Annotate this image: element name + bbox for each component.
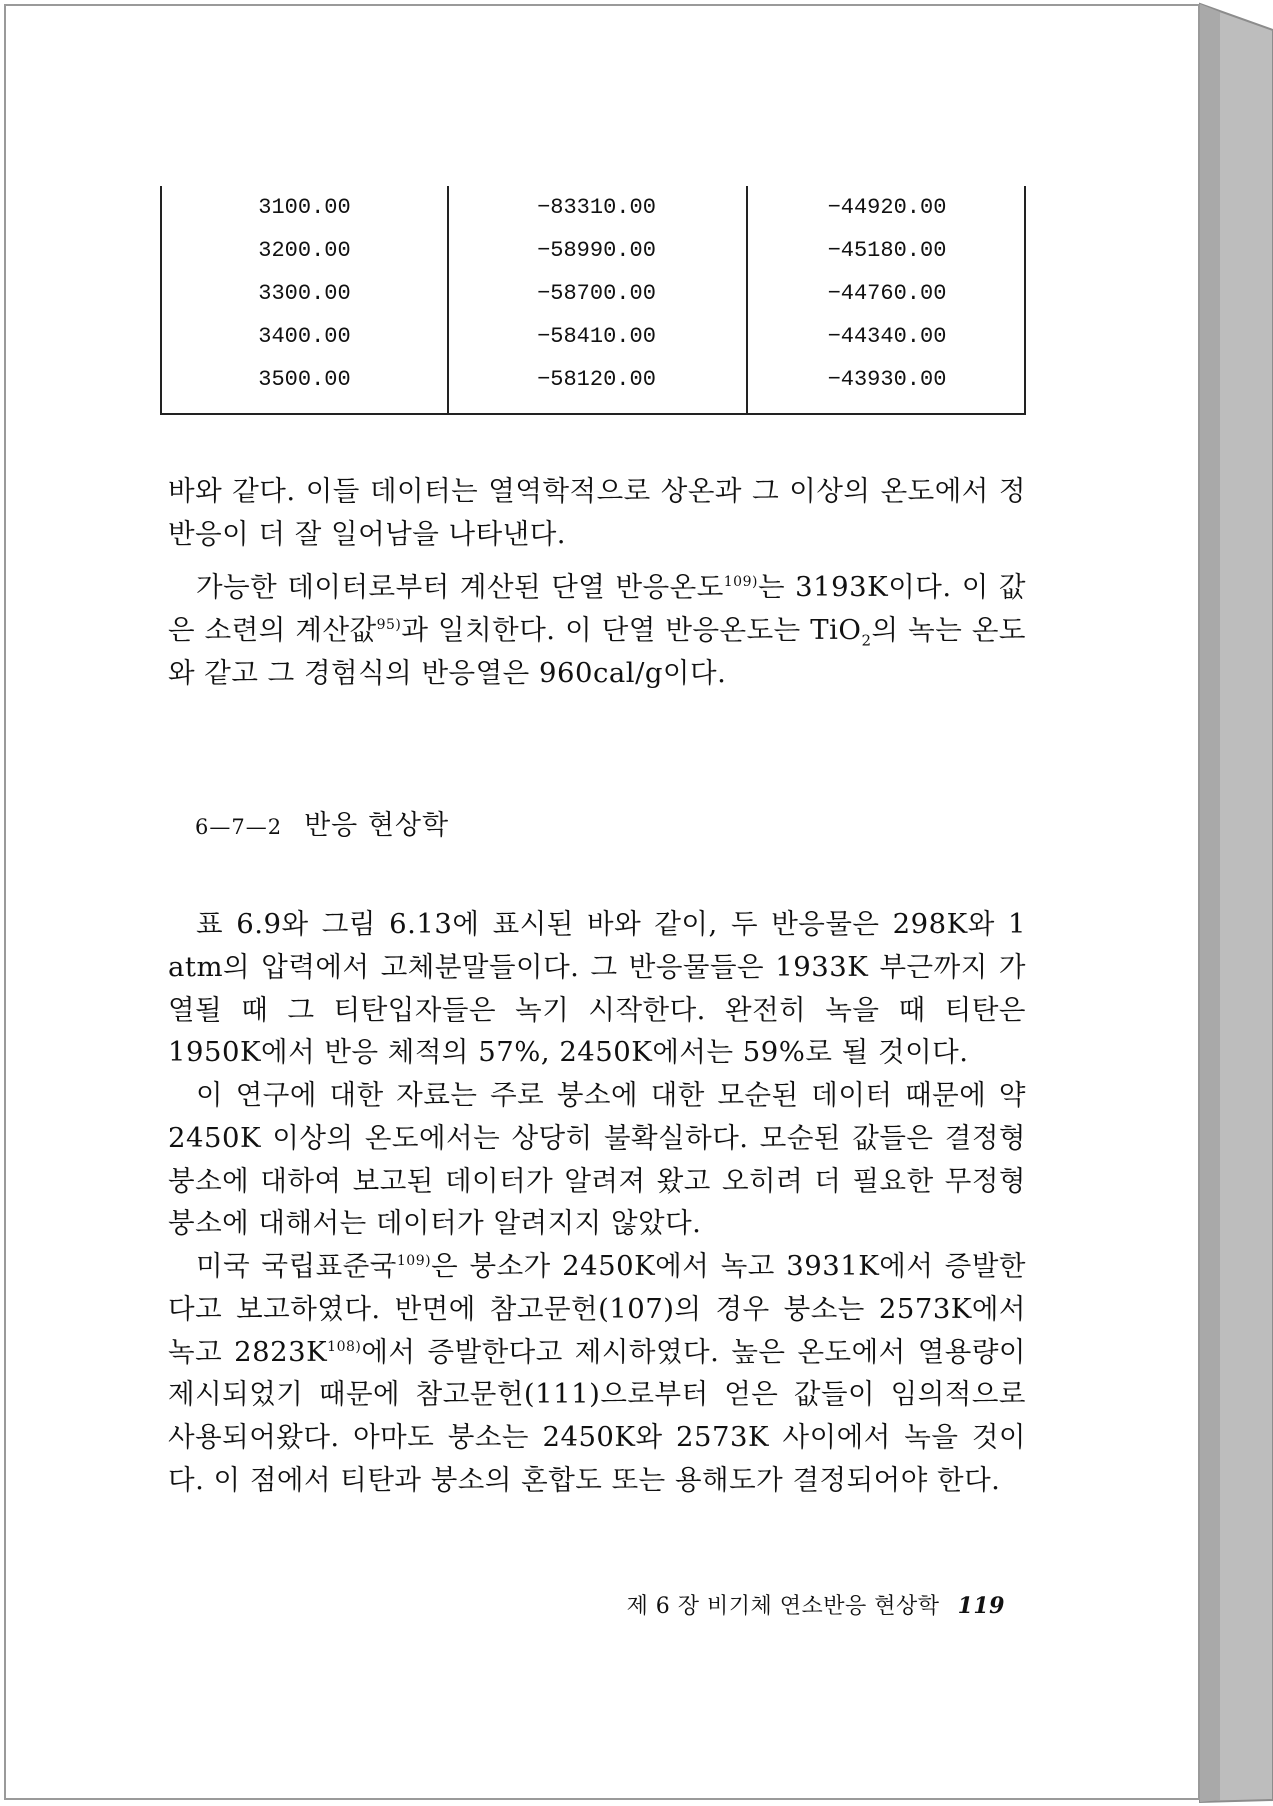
paragraph-text: 은 붕소가 2450K에서 녹고 3931K에서 증발한다고 보고하였다. 반면에 참고문헌(107)의 경우 붕소는 2573K에서 녹고 2823K [168, 1250, 1026, 1368]
table-row [162, 272, 1024, 315]
table-row [162, 229, 1024, 272]
table-cell-value: −44340.00 [827, 324, 947, 349]
table-cell-value: −44920.00 [827, 195, 947, 220]
table-cell-value: −58700.00 [537, 281, 656, 306]
page-number: 119 [957, 1593, 1005, 1619]
page-footer [627, 1590, 1005, 1623]
paragraph-text: 가능한 데이터로부터 계산된 단열 반응온도 [196, 571, 724, 603]
reference-marker: 109) [396, 1252, 432, 1269]
reference-marker: 95) [376, 616, 402, 633]
paragraph: 표 6.9와 그림 6.13에 표시된 바와 같이, 두 반응물은 298K와 1 atm의 압력에서 고체분말들이다. 그 반응물들은 1933K 부근까지 가열될 때 그 티탄입자들은 녹기 시작한다. 완전히 녹을 때 티탄은 1950K에서 반응 체적의 57%, 2450K에서는 59%로 될 것이다. [168, 908, 1026, 1069]
table-cell-temperature: 3400.00 [258, 324, 351, 349]
paragraph-text: 의 녹는 온도와 같고 그 경험식의 반응열은 960cal/g이다. [168, 613, 1026, 689]
table-row [162, 315, 1024, 358]
paragraph [168, 566, 1026, 694]
reference-marker: 109) [723, 573, 758, 590]
table-cell-temperature: 3200.00 [258, 238, 351, 263]
table-row [162, 358, 1024, 401]
table-cell-temperature: 3300.00 [258, 281, 351, 306]
data-table [160, 186, 1026, 415]
chapter-title: 제 6 장 비기체 연소반응 현상학 [626, 1594, 940, 1619]
section-title: 반응 현상학 [304, 810, 450, 841]
subscript: 2 [861, 631, 872, 650]
table-cell-value: −43930.00 [827, 367, 947, 392]
section-number: 6—7—2 [195, 815, 283, 839]
reference-marker: 108) [327, 1338, 362, 1355]
paragraph-text: 는 3193K이다. 이 값은 소련의 계산값 [168, 571, 1026, 646]
table-cell-value: −58990.00 [537, 238, 656, 263]
section-heading [195, 806, 449, 847]
paragraph-text: 과 일치한다. 이 단열 반응온도는 TiO [401, 613, 862, 646]
paragraph-text: 미국 국립표준국 [196, 1250, 397, 1282]
table-cell-value: −45180.00 [827, 238, 947, 263]
paragraph: 바와 같다. 이들 데이터는 열역학적으로 상온과 그 이상의 온도에서 정반응이 더 잘 일어남을 나타낸다. [168, 475, 1026, 550]
table-cell-value: −58410.00 [537, 324, 656, 349]
table-cell-value: −44760.00 [827, 281, 947, 306]
paragraph-text: 에서 증발한다고 제시하였다. 높은 온도에서 열용량이 제시되었기 때문에 참고문헌(111)으로부터 얻은 값들이 임의적으로 사용되어왔다. 아마도 붕소는 2450K와 2573K 사이에서 녹을 것이다. 이 점에서 티탄과 붕소의 혼합도 또는 용해도가 결정되어야 한다. [168, 1335, 1026, 1496]
table-row [162, 186, 1024, 229]
paragraph: 이 연구에 대한 자료는 주로 붕소에 대한 모순된 데이터 때문에 약 2450K 이상의 온도에서는 상당히 불확실하다. 모순된 값들은 결정형 붕소에 대하여 보고된 데이터가 알려져 왔고 오히려 더 필요한 무정형 붕소에 대해서는 데이터가 알려지지 않았다. [168, 1079, 1026, 1240]
table-cell-value: −58120.00 [537, 367, 656, 392]
table-cell-temperature: 3500.00 [258, 367, 351, 392]
table-cell-temperature: 3100.00 [258, 195, 351, 220]
paragraph [168, 1245, 1026, 1502]
table-cell-value: −83310.00 [537, 195, 656, 220]
